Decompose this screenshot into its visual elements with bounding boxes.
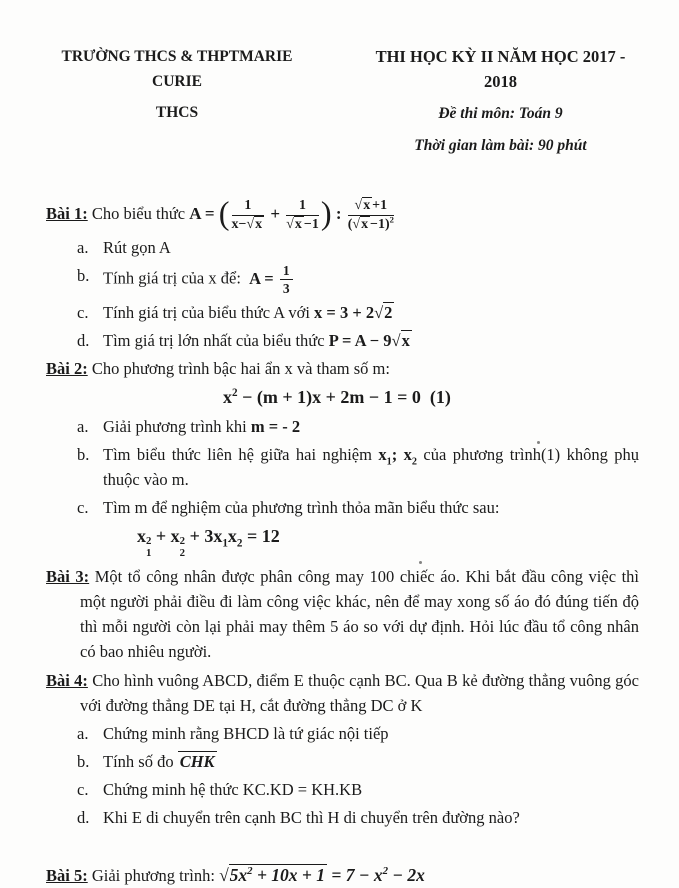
exam-duration: Thời gian làm bài: 90 phút	[414, 137, 587, 154]
problem-1-item-d	[77, 328, 639, 353]
problem-5	[46, 863, 639, 888]
item-marker: b.	[77, 266, 90, 286]
problem-1-statement	[46, 195, 639, 232]
item-marker: d.	[77, 807, 90, 827]
exam-info-block	[308, 44, 639, 158]
item-text: Tính giá trị của biểu thức A với x = 3 + 2√2	[103, 302, 393, 322]
item-marker: a.	[77, 416, 89, 436]
item-marker: c.	[77, 779, 89, 799]
problem-2-statement	[46, 356, 639, 381]
problem-2-equation-2: x 2 1 + x 2 2 + $3x_1x_2 = 12$	[137, 525, 280, 559]
problem-2	[46, 356, 639, 560]
problem-4-intro: Cho hình vuông ABCD, điểm E thuộc cạnh BC. Qua B kẻ đường thẳng vuông góc với đường thẳng DE tại H, cắt đường thẳng DC ở K	[80, 670, 639, 715]
problem-2-item-c	[77, 495, 639, 520]
item-marker: b.	[77, 444, 90, 464]
problem-1-formula: A = ( $\frac{1}{x-√x}$ + $\frac{1}{√x -1}$ ) : $\frac{√x +1}{(√x -1)^2}$	[189, 195, 394, 232]
item-text: Giải phương trình khi m = - 2	[103, 416, 301, 436]
document-header	[46, 44, 639, 158]
problem-5-equation: $√5x^2 + 10x + 1 = 7 - x^2 - 2x$	[219, 864, 425, 885]
problem-1-item-c	[77, 300, 639, 325]
problem-4-items	[77, 721, 639, 830]
problem-2-item-b	[77, 442, 639, 492]
problem-2-label: Bài 2:	[46, 358, 88, 378]
problem-5-intro: Giải phương trình:	[91, 865, 215, 885]
item-text: Khi E di chuyển trên cạnh BC thì H di chuyển trên đường nào?	[103, 807, 520, 827]
item-text: Chứng minh hệ thức KC.KD = KH.KB	[103, 779, 363, 799]
problem-3-label: Bài 3:	[46, 566, 90, 586]
problem-4-label: Bài 4:	[46, 670, 88, 690]
problem-4-item-d	[77, 805, 639, 830]
problem-2-item-a	[77, 414, 639, 439]
problem-3	[46, 564, 639, 664]
item-marker: c.	[77, 302, 89, 322]
problem-1-intro: Cho biểu thức	[91, 204, 186, 224]
problem-4	[46, 668, 639, 830]
item-marker: d.	[77, 330, 90, 350]
problem-3-statement	[46, 564, 639, 664]
scan-speck	[419, 561, 422, 564]
item-text: Tìm giá trị lớn nhất của biểu thức P = A − 9√x	[103, 330, 410, 350]
problem-2-items	[77, 414, 639, 520]
scan-speck	[537, 441, 540, 444]
item-text: Tính số đo CHK	[103, 751, 215, 771]
problem-2-intro: Cho phương trình bậc hai ẩn x và tham số m:	[91, 358, 390, 378]
problem-1-item-a	[77, 235, 639, 260]
item-text: Tính giá trị của x để: A = $\frac{1}{3}$	[103, 263, 639, 296]
item-text: Chứng minh rằng BHCD là tứ giác nội tiếp	[103, 723, 389, 743]
exam-title: THI HỌC KỲ II NĂM HỌC 2017 - 2018	[375, 47, 626, 91]
exam-subject: Đề thi môn: Toán 9	[438, 105, 563, 122]
item-text: Rút gọn A	[103, 238, 171, 258]
problem-1	[46, 195, 639, 353]
school-block	[46, 44, 308, 158]
problem-1-items	[77, 235, 639, 352]
item-marker: b.	[77, 751, 90, 771]
problem-1-label: Bài 1:	[46, 204, 88, 224]
problem-5-label: Bài 5:	[46, 865, 88, 885]
item-marker: a.	[77, 238, 89, 258]
problem-4-item-b	[77, 749, 639, 774]
problem-4-item-a	[77, 721, 639, 746]
problem-4-item-c	[77, 777, 639, 802]
problem-2-equation-1: $x^2 - (m + 1)x + 2m - 1 = 0$ (1)	[223, 386, 451, 407]
item-text: Tìm biểu thức liên hệ giữa hai nghiệm $x_1$; $x_2$ của phương trình(1) không phụ thuộc vào m.	[103, 444, 639, 489]
problem-3-text: Một tổ công nhân được phân công may 100 chiếc áo. Khi bắt đầu công việc thì một người phải điều đi làm công việc khác, nên để may xong số áo đó đúng tiến độ thì mỗi người còn lại phải may thêm 5 áo so với dự định. Hỏi lúc đầu tổ công nhân có bao nhiêu người.	[80, 566, 640, 661]
item-marker: a.	[77, 723, 89, 743]
school-level: THCS	[155, 104, 199, 121]
problem-1-item-b	[77, 263, 639, 296]
school-name: TRƯỜNG THCS & THPTMARIE CURIE	[61, 48, 293, 90]
item-text: Tìm m để nghiệm của phương trình thỏa mãn biểu thức sau:	[103, 497, 500, 517]
item-marker: c.	[77, 497, 89, 517]
problem-4-statement	[46, 668, 639, 718]
